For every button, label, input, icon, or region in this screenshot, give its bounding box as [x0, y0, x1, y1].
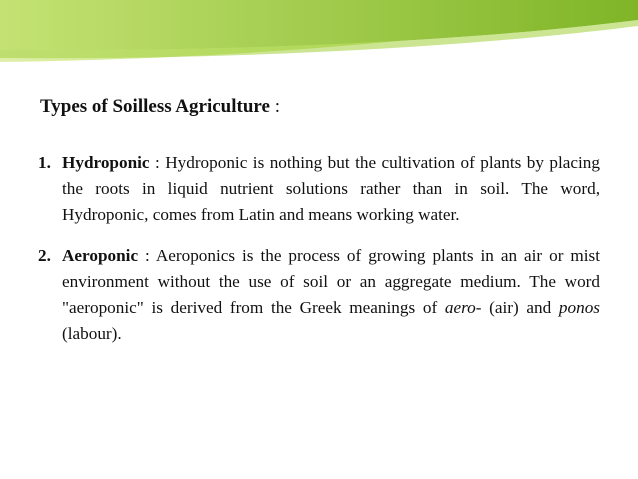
item-description: : Hydroponic is nothing but the cultivation of plants by placing the roots in liquid nutrient solutions rather than in soil. The word, Hydroponic, comes from Latin and means working water. — [62, 153, 600, 224]
item-number: 2. — [38, 246, 51, 265]
item-term: Hydroponic — [62, 153, 150, 172]
soilless-types-list — [38, 150, 600, 347]
list-item — [38, 150, 600, 228]
item-emphasis: aero- — [444, 298, 482, 317]
decorative-header-banner — [0, 0, 638, 70]
list-item — [38, 243, 600, 347]
item-emphasis: ponos — [558, 298, 600, 317]
item-number: 1. — [38, 153, 51, 172]
item-term: Aeroponic — [62, 246, 139, 265]
item-description: (labour). — [62, 324, 122, 343]
item-description: : Aeroponics is the process of growing plants in an air or mist environment without the use of soil or an aggregate medium. The word "aeroponic" is derived from the Greek meanings of — [62, 246, 600, 317]
item-description: (air) and — [481, 298, 559, 317]
title-separator: : — [269, 96, 280, 117]
title-text: Types of Soilless Agriculture — [40, 96, 270, 117]
slide-title — [40, 96, 280, 118]
